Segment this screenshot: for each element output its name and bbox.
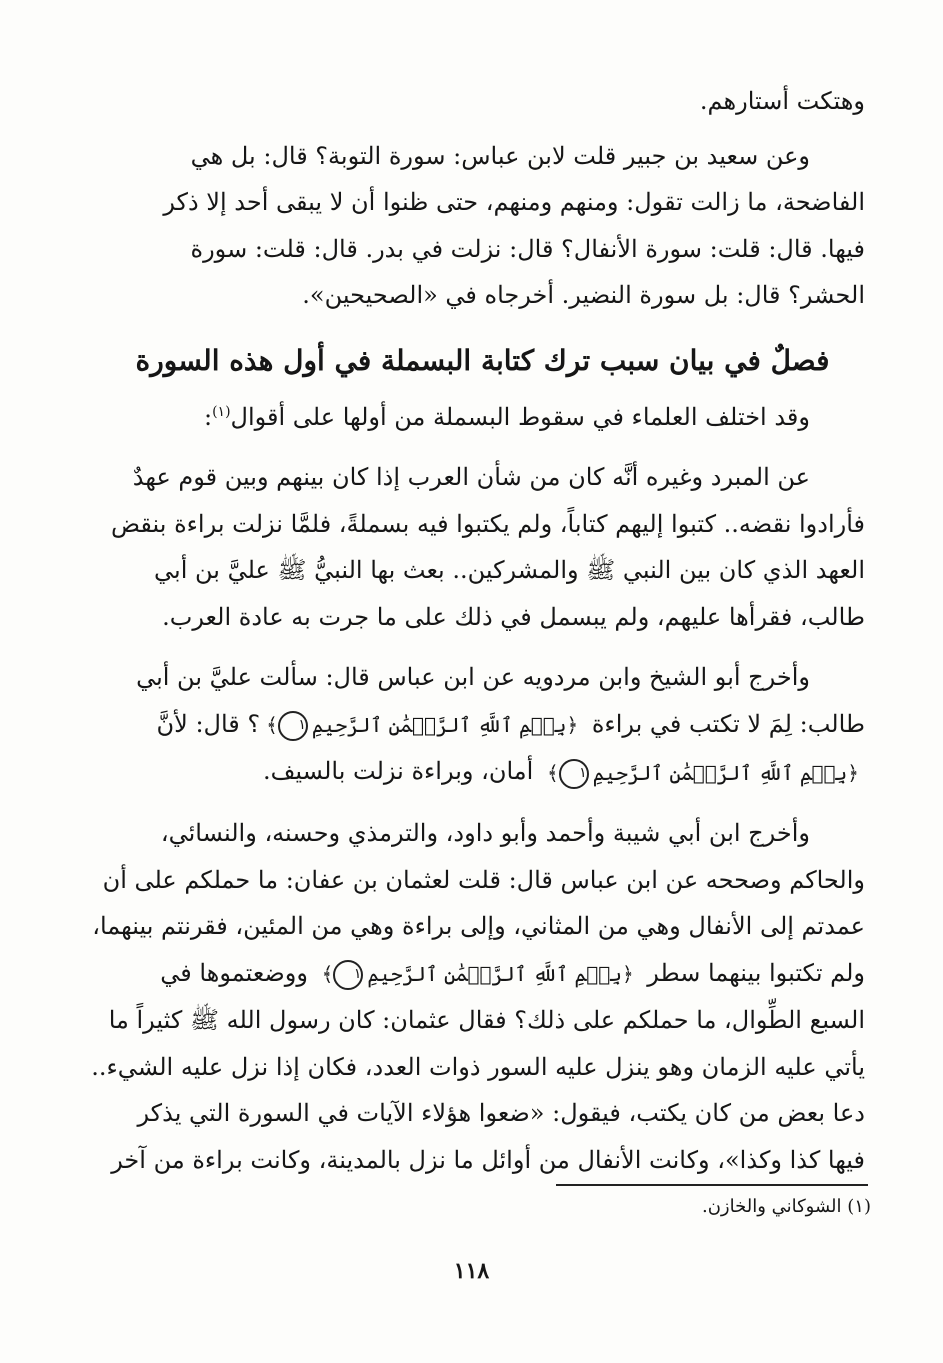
- text-line: فيها كذا وكذا»، وكانت الأنفال من أوائل ما نزل بالمدينة، وكانت براءة من آخر: [111, 1145, 865, 1174]
- text-line: وأخرج ابن أبي شيبة وأحمد وأبو داود، والترمذي وحسنه، والنسائي،: [160, 819, 810, 847]
- text-segment: ووضعتموها في: [160, 958, 308, 987]
- paragraph-2: [100, 133, 865, 180]
- footnote-text: الشوكاني والخازن.: [701, 1196, 842, 1217]
- paragraph-4-cont: [100, 701, 865, 797]
- text-segment: طالب: لِمَ لا تكتب في براءة: [591, 709, 865, 738]
- text-line: طالب، فقرأها عليهم، ولم يبسمل في ذلك على ما جرت به عادة العرب.: [162, 602, 865, 631]
- text-segment: ولم تكتبوا بينهما سطر: [647, 958, 865, 987]
- text-line: دعا بعض من كان يكتب، فيقول: «ضعوا هؤلاء الآيات في السورة التي يذكر: [137, 1099, 865, 1128]
- ayah-number-icon: ١: [333, 960, 363, 990]
- text-line: وعن سعيد بن جبير قلت لابن عباس: سورة التوبة؟ قال: بل هي: [190, 141, 810, 170]
- page-number: ١١٨: [453, 1258, 490, 1284]
- text-line: عن المبرد وغيره أنَّه كان من شأن العرب إذا كان بينهم وبين قوم عهدٌ: [132, 463, 810, 491]
- section-heading: فصلٌ في بيان سبب ترك كتابة البسملة في أول هذه السورة: [135, 343, 830, 377]
- text-line: الحشر؟ قال: بل سورة النضير. أخرجاه في «الصحيحين».: [302, 281, 865, 309]
- text-line: والحاكم وصححه عن ابن عباس قال: قلت لعثمان بن عفان: ما حملكم على أن: [102, 865, 865, 894]
- text-line: العهد الذي كان بين النبي ﷺ والمشركين.. بعث بها النبيُّ ﷺ عليَّ بن أبي: [154, 556, 865, 584]
- text-line: فأرادوا نقضه.. كتبوا إليهم كتاباً، ولم يكتبوا فيه بسملةً، فلمَّا نزلت براءة بنقض: [110, 509, 865, 538]
- paragraph-5-cont: [91, 857, 865, 1184]
- text-line: يأتي عليه الزمان وهو ينزل عليه السور ذوات العدد، فكان إذا نزل عليه الشيء..: [91, 1052, 865, 1081]
- basmala-quote: ﴿بِسۡمِ ٱللَّهِ ٱلرَّحۡمَٰنِ ٱلرَّحِيمِ١﴾: [316, 951, 640, 998]
- text-line: عمدتم إلى الأنفال وهي من المثاني، وإلى براءة وهي من المئين، فقرنتم بينهما،: [92, 912, 865, 940]
- basmala-quote: ﴿بِسۡمِ ٱللَّهِ ٱلرَّحۡمَٰنِ ٱلرَّحِيمِ١﴾: [541, 750, 865, 797]
- paragraph-3-cont: [100, 501, 865, 641]
- paragraph-3: [100, 454, 865, 501]
- paragraph-4: [100, 654, 865, 701]
- page-body: [91, 78, 865, 1183]
- paragraph-2-cont: [100, 179, 865, 319]
- text-line: فيها. قال: قلت: سورة الأنفال؟ قال: نزلت في بدر. قال: قلت: سورة: [190, 234, 865, 263]
- intro-line: [100, 389, 865, 441]
- paragraph-1: [100, 78, 865, 125]
- footnote-ref: (١): [212, 403, 231, 420]
- text-line: السبع الطِّوال، ما حملكم على ذلك؟ فقال عثمان: كان رسول الله ﷺ كثيراً ما: [108, 1006, 865, 1035]
- intro-tail: :: [203, 402, 213, 431]
- footnote-divider: [556, 1184, 868, 1186]
- intro-text: وقد اختلف العلماء في سقوط البسملة من أولها على أقوال: [230, 402, 810, 431]
- ayah-number-icon: ١: [559, 759, 589, 789]
- footnote: [702, 1196, 871, 1217]
- text-line: وأخرج أبو الشيخ وابن مردويه عن ابن عباس قال: سألت عليَّ بن أبي: [136, 663, 810, 691]
- ayah-number-icon: ١: [278, 711, 308, 741]
- footnote-number: (١): [847, 1196, 871, 1217]
- basmala-quote: ﴿بِسۡمِ ٱللَّهِ ٱلرَّحۡمَٰنِ ٱلرَّحِيمِ١﴾: [260, 702, 584, 749]
- text-line: الفاضحة، ما زالت تقول: ومنهم ومنهم، حتى ظنوا أن لا يبقى أحد إلا ذكر: [163, 188, 865, 216]
- text-line: وهتكت أستارهم.: [699, 87, 865, 115]
- text-segment: أمان، وبراءة نزلت بالسيف.: [262, 757, 534, 786]
- text-segment: ؟ قال: لأنَّ: [156, 709, 261, 738]
- paragraph-5: [100, 810, 865, 857]
